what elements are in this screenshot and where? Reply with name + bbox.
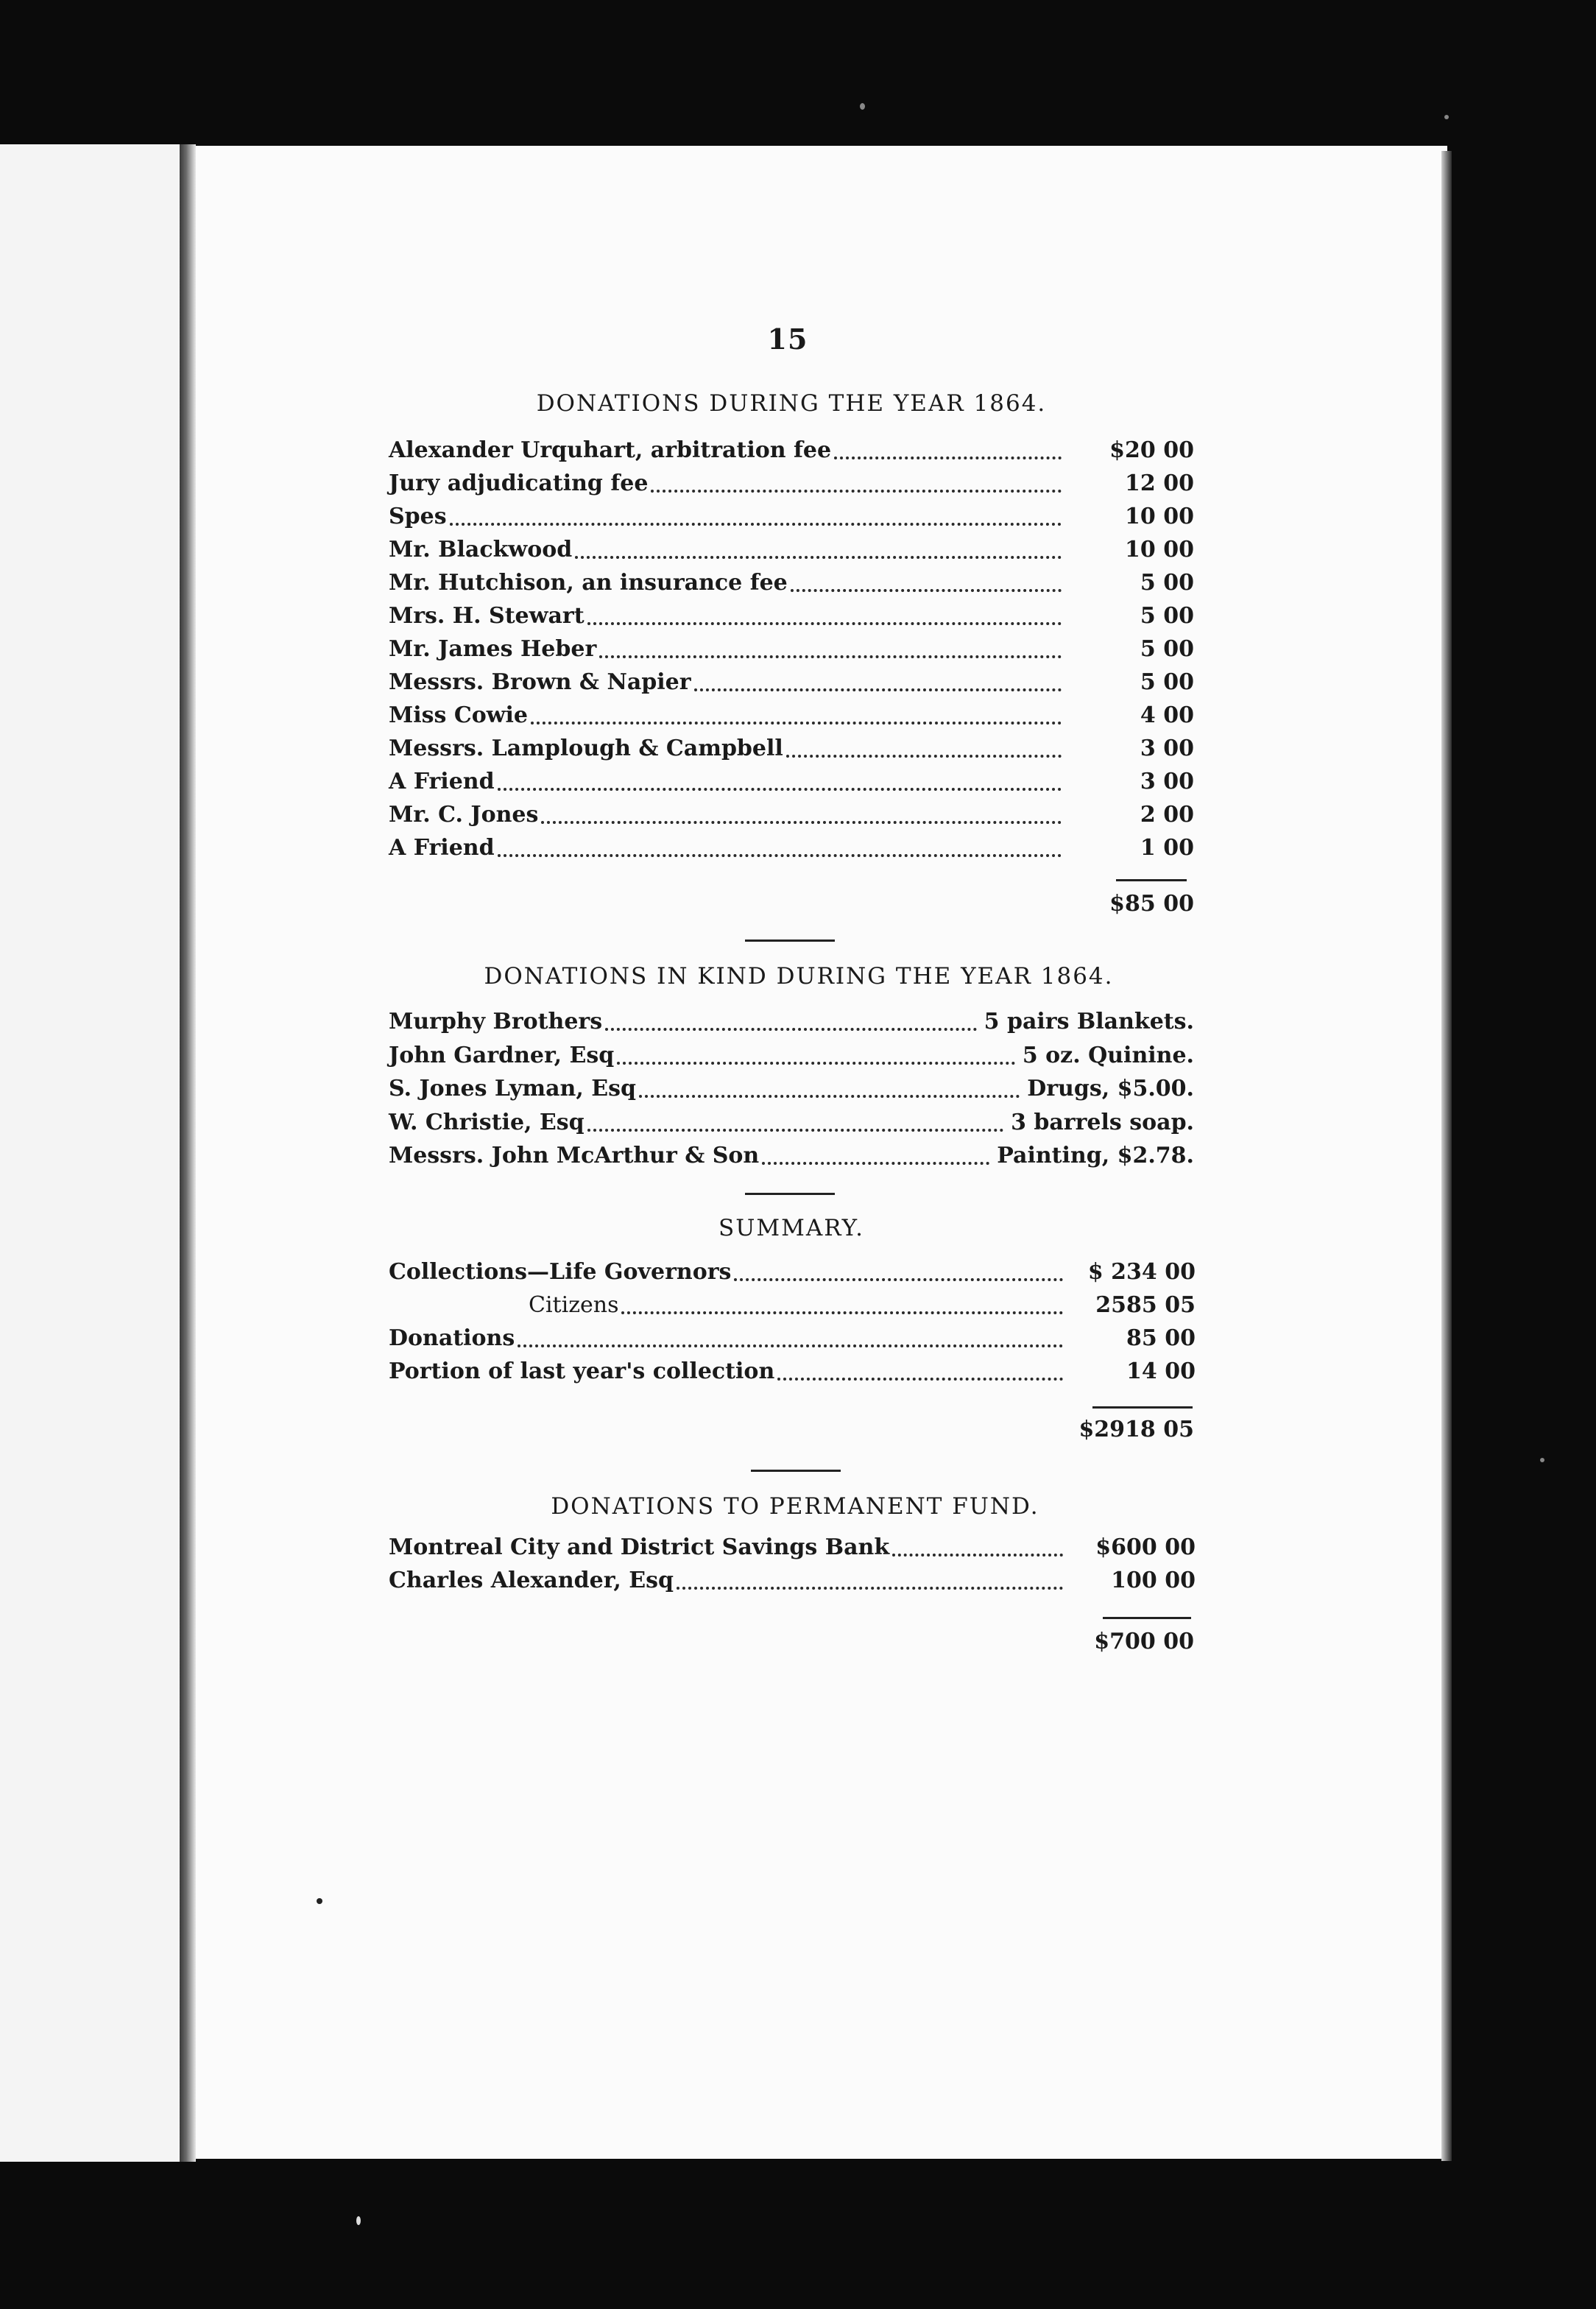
entry-amount: 10 00 [1125, 504, 1194, 529]
entry-name: Citizens [529, 1292, 619, 1318]
entry-name: S. Jones Lyman, Esq [389, 1076, 636, 1101]
dot-leader [834, 456, 1062, 459]
entry-amount: 10 00 [1125, 537, 1194, 563]
page-edge-shadow [1441, 151, 1452, 2161]
entry-amount: $600 00 [1095, 1534, 1196, 1560]
section-divider [745, 940, 835, 942]
in-kind-row [389, 1143, 1194, 1175]
dot-leader [531, 722, 1062, 725]
summary-total-rule [1092, 1406, 1193, 1409]
entry-name: A Friend [389, 769, 495, 794]
permanent-fund-row [389, 1534, 1196, 1567]
dot-leader [639, 1095, 1020, 1098]
donation-row [389, 504, 1194, 536]
permanent-fund-title: DONATIONS TO PERMANENT FUND. [551, 1493, 1039, 1520]
dot-leader [599, 655, 1062, 658]
entry-name: W. Christie, Esq [389, 1109, 585, 1135]
dot-leader [498, 854, 1062, 857]
scan-speck [860, 103, 865, 110]
entry-amount: 2 00 [1140, 802, 1194, 828]
donation-row [389, 470, 1194, 503]
entry-name: Mr. C. Jones [389, 802, 539, 828]
entry-amount: 5 00 [1140, 669, 1194, 695]
entry-name: Miss Cowie [389, 702, 529, 728]
in-kind-title: DONATIONS IN KIND DURING THE YEAR 1864. [484, 963, 1114, 990]
entry-amount: 2585 05 [1095, 1292, 1196, 1318]
dot-leader [541, 821, 1062, 824]
summary-row [389, 1325, 1196, 1358]
summary-row [389, 1292, 1196, 1325]
entry-name: Mr. Blackwood [389, 537, 573, 563]
scan-speck [1540, 1458, 1544, 1462]
entry-amount: 12 00 [1125, 470, 1194, 496]
entry-item: Drugs, $5.00. [1027, 1076, 1194, 1101]
in-kind-row [389, 1076, 1194, 1108]
scan-speck [356, 2216, 361, 2225]
entry-name: Messrs. John McArthur & Son [389, 1143, 760, 1168]
donations-total: $85 00 [1109, 891, 1194, 917]
donation-row [389, 669, 1194, 702]
dot-leader [892, 1554, 1063, 1557]
donation-row [389, 636, 1194, 669]
permanent-total: $700 00 [1094, 1629, 1194, 1654]
dot-leader [786, 755, 1062, 758]
donations-title: DONATIONS DURING THE YEAR 1864. [536, 390, 1047, 417]
section-divider [745, 1193, 835, 1195]
dot-leader [677, 1587, 1063, 1590]
donation-row [389, 702, 1194, 735]
dot-leader [791, 589, 1062, 592]
entry-name: John Gardner, Esq [389, 1042, 615, 1068]
entry-amount: 5 00 [1140, 570, 1194, 596]
summary-row [389, 1259, 1196, 1291]
entry-amount: 5 00 [1140, 603, 1194, 629]
dot-leader [777, 1378, 1063, 1381]
entry-name: Alexander Urquhart, arbitration fee [389, 437, 832, 463]
dot-leader [575, 556, 1062, 559]
entry-item: Painting, $2.78. [997, 1143, 1194, 1168]
entry-amount: 100 00 [1111, 1568, 1196, 1593]
dot-leader [762, 1162, 989, 1165]
dot-leader [651, 490, 1062, 493]
dot-leader [587, 622, 1062, 625]
donation-row [389, 437, 1194, 470]
entry-item: 5 oz. Quinine. [1022, 1042, 1194, 1068]
dot-leader [605, 1028, 977, 1031]
entry-name: Mrs. H. Stewart [389, 603, 585, 629]
donation-row [389, 570, 1194, 602]
entry-name: Murphy Brothers [389, 1009, 603, 1034]
entry-amount: 5 00 [1140, 636, 1194, 662]
facing-page [0, 144, 180, 2162]
in-kind-row [389, 1110, 1194, 1142]
book-gutter [180, 144, 196, 2162]
entry-name: Montreal City and District Savings Bank [389, 1534, 890, 1560]
dot-leader [450, 523, 1062, 526]
dot-leader [734, 1278, 1063, 1281]
permanent-fund-row [389, 1568, 1196, 1600]
entry-amount: 3 00 [1140, 736, 1194, 761]
page-number: 15 [767, 322, 808, 356]
entry-amount: 1 00 [1140, 835, 1194, 861]
dot-leader [587, 1129, 1003, 1132]
entry-name: Spes [389, 504, 447, 529]
scan-speck [1444, 115, 1449, 119]
donation-row [389, 603, 1194, 635]
summary-total: $2918 05 [1078, 1417, 1194, 1442]
donations-total-rule [1116, 879, 1187, 881]
entry-amount: $ 234 00 [1087, 1259, 1196, 1285]
entry-amount: 3 00 [1140, 769, 1194, 794]
entry-name: Portion of last year's collection [389, 1358, 775, 1384]
donation-row [389, 835, 1194, 867]
dot-leader [498, 788, 1062, 791]
dot-leader [518, 1344, 1063, 1347]
entry-name: Donations [389, 1325, 515, 1351]
entry-amount: 4 00 [1140, 702, 1194, 728]
donation-row [389, 769, 1194, 801]
donation-row [389, 537, 1194, 569]
entry-name: Collections—Life Governors [389, 1259, 732, 1285]
entry-item: 3 barrels soap. [1011, 1109, 1194, 1135]
scan-speck [317, 1898, 322, 1904]
donation-row [389, 736, 1194, 768]
entry-name: A Friend [389, 835, 495, 861]
entry-name: Mr. Hutchison, an insurance fee [389, 570, 788, 596]
entry-item: 5 pairs Blankets. [984, 1009, 1194, 1034]
entry-name: Messrs. Lamplough & Campbell [389, 736, 783, 761]
donation-row [389, 802, 1194, 834]
entry-name: Jury adjudicating fee [389, 470, 649, 496]
summary-title: SUMMARY. [718, 1215, 864, 1241]
in-kind-row [389, 1043, 1194, 1075]
entry-name: Messrs. Brown & Napier [389, 669, 691, 695]
permanent-total-rule [1103, 1617, 1191, 1619]
entry-name: Charles Alexander, Esq [389, 1568, 674, 1593]
entry-amount: 85 00 [1126, 1325, 1196, 1351]
entry-amount: $20 00 [1109, 437, 1194, 463]
in-kind-row [389, 1009, 1194, 1041]
dot-leader [617, 1062, 1015, 1065]
summary-row [389, 1358, 1196, 1391]
section-divider [751, 1470, 841, 1472]
dot-leader [621, 1311, 1063, 1314]
entry-name: Mr. James Heber [389, 636, 597, 662]
entry-amount: 14 00 [1126, 1358, 1196, 1384]
dot-leader [694, 688, 1062, 691]
